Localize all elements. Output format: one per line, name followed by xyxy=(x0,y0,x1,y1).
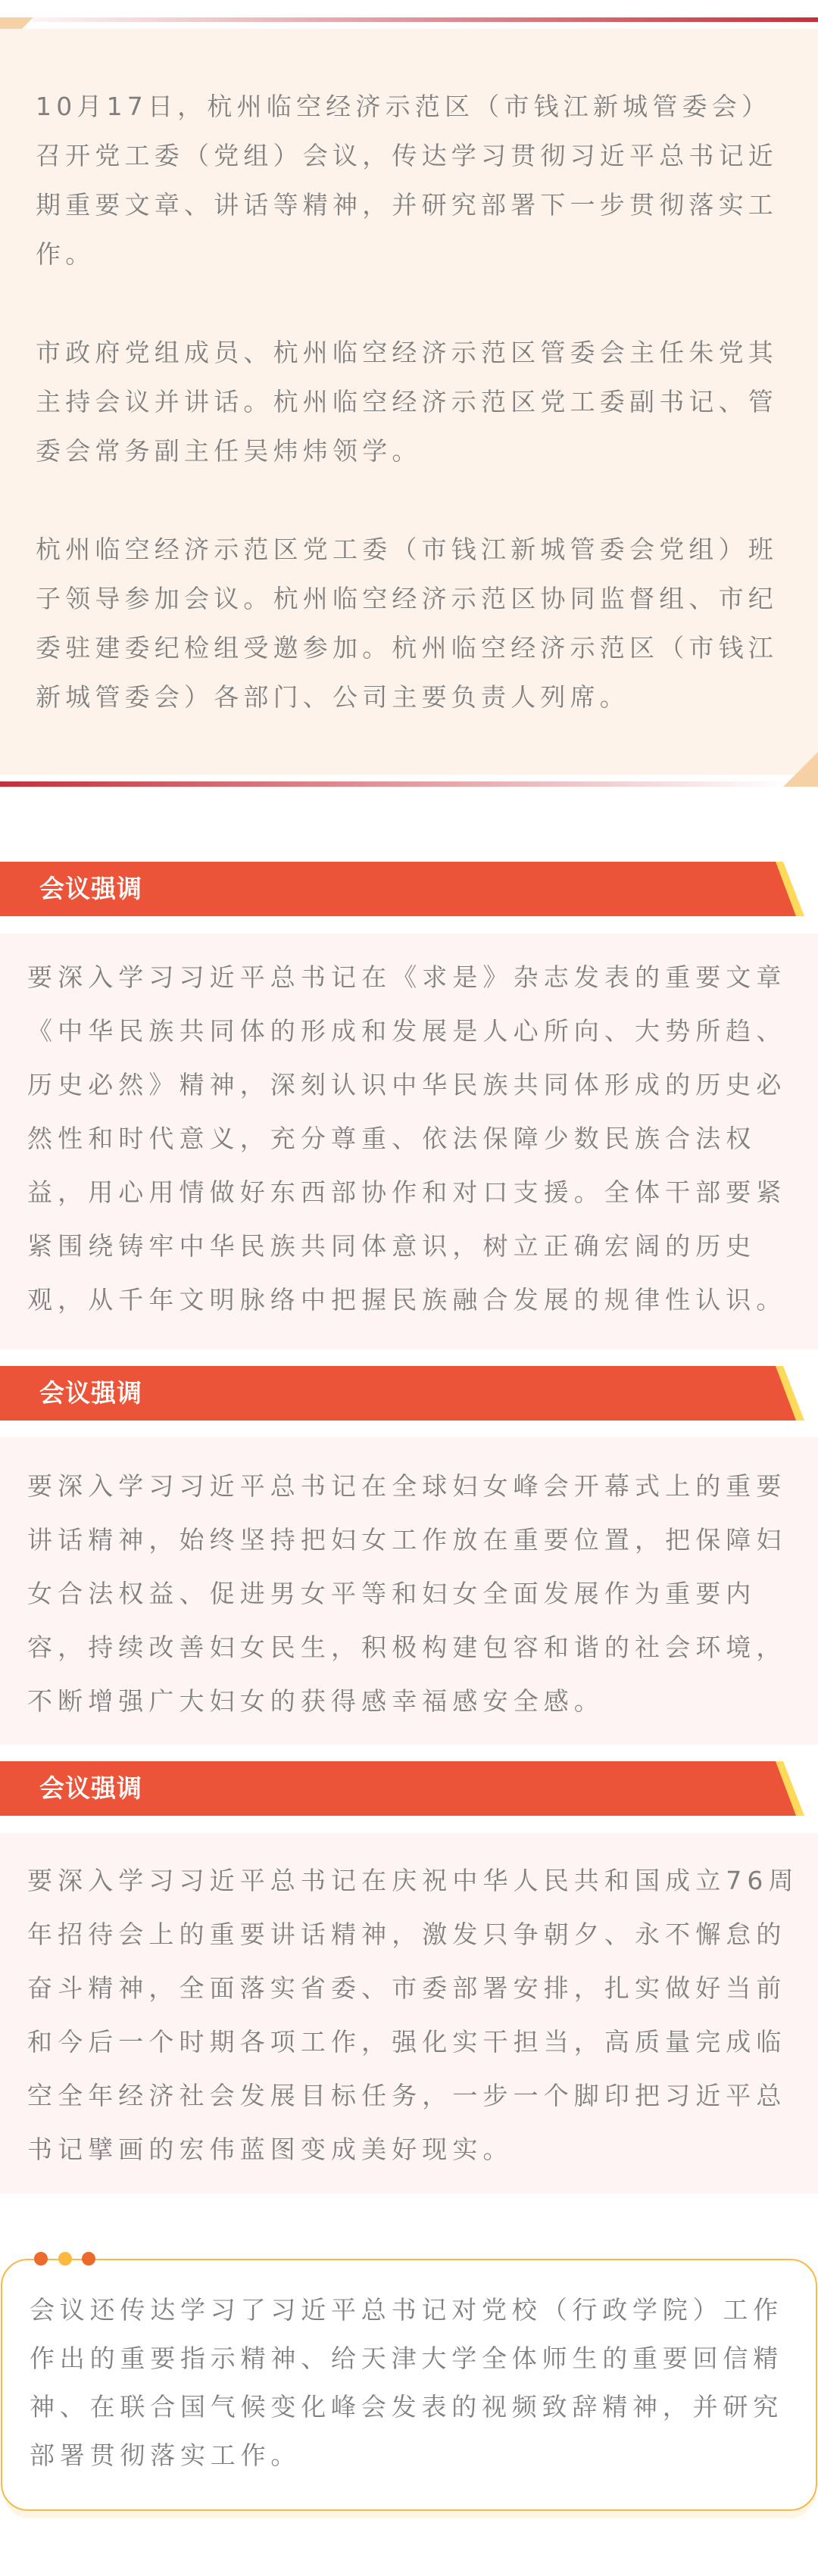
dot-orange-icon xyxy=(34,2252,48,2266)
section-body xyxy=(0,1833,818,2194)
section-body-text: 要深入学习习近平总书记在《求是》杂志发表的重要文章《中华民族共同体的形成和发展是人心所向、大势所趋、历史必然》精神，深刻认识中华民族共同体形成的历史必然性和时代意义，充分尊重、依法保障少数民族合法权益，用心用情做好东西部协作和对口支援。全体干部要紧紧围绕铸牢中华民族共同体意识，树立正确宏阔的历史观，从千年文明脉络中把握民族融合发展的规律性认识。 xyxy=(27,962,787,1315)
note-box xyxy=(1,2259,817,2511)
top-gradient-rule xyxy=(33,17,818,22)
dot-orange-icon xyxy=(82,2252,95,2266)
corner-triangle-bottom-right-decoration xyxy=(783,752,818,787)
section-header-title: 会议强调 xyxy=(39,874,142,903)
intro-card xyxy=(0,29,818,775)
section-body-text: 要深入学习习近平总书记在全球妇女峰会开幕式上的重要讲话精神，始终坚持把妇女工作放在重要位置，把保障妇女合法权益、促进男女平等和妇女全面发展作为重要内容，持续改善妇女民生，积极构建包容和谐的社会环境，不断增强广大妇女的获得感幸福感安全感。 xyxy=(27,1471,787,1716)
intro-paragraph: 10月17日，杭州临空经济示范区（市钱江新城管委会）召开党工委（党组）会议，传达学习贯彻习近平总书记近期重要文章、讲话等精神，并研究部署下一步贯彻落实工作。 xyxy=(36,92,778,269)
intro-paragraph: 杭州临空经济示范区党工委（市钱江新城管委会党组）班子领导参加会议。杭州临空经济示范区协同监督组、市纪委驻建委纪检组受邀参加。杭州临空经济示范区（市钱江新城管委会）各部门、公司主要负责人列席。 xyxy=(36,535,778,712)
section-body xyxy=(0,1437,818,1745)
intro-paragraph: 市政府党组成员、杭州临空经济示范区管委会主任朱党其主持会议并讲话。杭州临空经济示范区党工委副书记、管委会常务副主任吴炜炜领学。 xyxy=(36,338,778,466)
dot-yellow-icon xyxy=(58,2252,72,2266)
section-body-text: 要深入学习习近平总书记在庆祝中华人民共和国成立76周年招待会上的重要讲话精神，激发只争朝夕、永不懈怠的奋斗精神，全面落实省委、市委部署安排，扎实做好当前和今后一个时期各项工作，强化实干担当，高质量完成临空全年经济社会发展目标任务，一步一个脚印把习近平总书记擘画的宏伟蓝图变成美好现实。 xyxy=(27,1866,799,2164)
section-header-title: 会议强调 xyxy=(39,1378,142,1408)
section-body xyxy=(0,934,818,1349)
section-header xyxy=(0,1761,804,1816)
bottom-gradient-rule xyxy=(0,781,788,787)
section-header xyxy=(0,1366,804,1421)
note-text: 会议还传达学习了习近平总书记对党校（行政学院）工作作出的重要指示精神、给天津大学全体师生的重要回信精神、在联合国气候变化峰会发表的视频致辞精神，并研究部署贯彻落实工作。 xyxy=(30,2295,783,2470)
section-header-title: 会议强调 xyxy=(39,1773,142,1803)
section-header xyxy=(0,862,804,916)
intro-text xyxy=(36,82,793,722)
